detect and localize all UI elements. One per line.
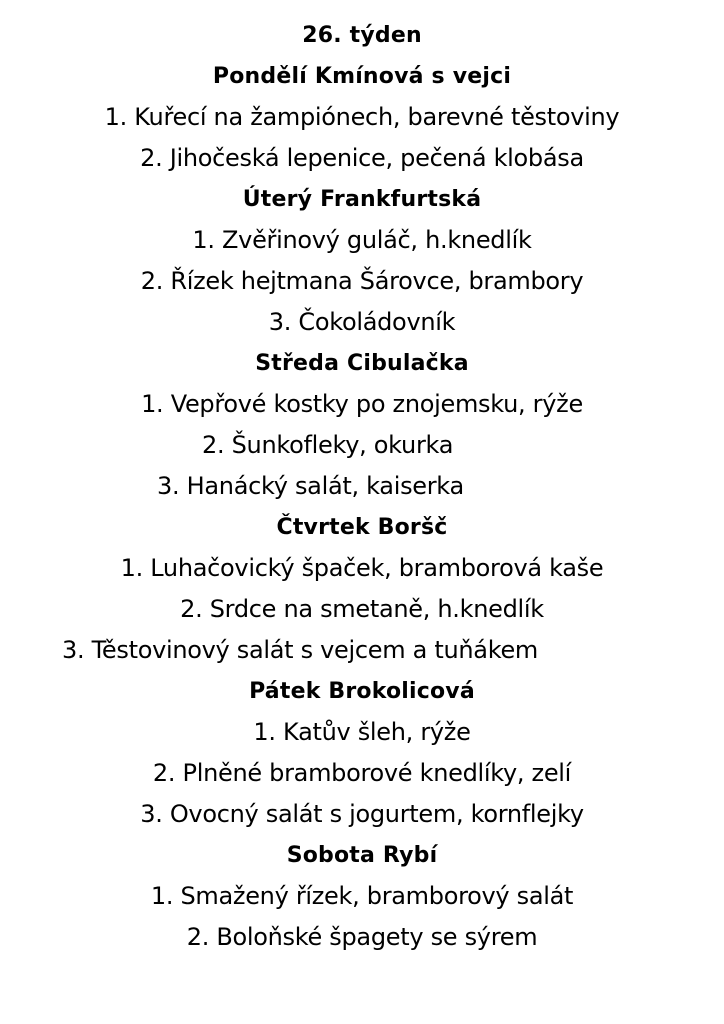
meal-item: 1. Vepřové kostky po znojemsku, rýže [141,390,583,418]
week-title: 26. týden [302,23,422,48]
day-heading-tuesday: Úterý Frankfurtská [242,187,482,212]
day-heading-saturday: Sobota Rybí [286,843,438,868]
meal-item: 1. Katův šleh, rýže [253,718,471,746]
meal-item: 1. Luhačovický špaček, bramborová kaše [120,554,604,582]
meal-item: 2. Srdce na smetaně, h.knedlík [180,595,544,623]
meal-item: 3. Těstovinový salát s vejcem a tuňákem [62,636,538,664]
meal-item-row [0,466,724,507]
meal-item: 3. Hanácký salát, kaiserka [157,472,464,500]
meal-item: 3. Ovocný salát s jogurtem, kornflejky [140,800,584,828]
meal-item: 2. Boloňské špagety se sýrem [186,923,538,951]
meal-item: 1. Smažený řízek, bramborový salát [150,882,574,910]
meal-item-row [0,630,724,671]
meal-item: 2. Šunkofleky, okurka [202,431,454,459]
day-heading-thursday: Čtvrtek Boršč [276,515,448,540]
meal-item-row [0,425,724,466]
meal-item: 2. Plněné bramborové knedlíky, zelí [152,759,572,787]
day-heading-friday: Pátek Brokolicová [249,679,475,704]
meal-item: 3. Čokoládovník [268,308,456,336]
meal-item: 1. Kuřecí na žampiónech, barevné těstoviny [104,103,620,131]
meal-item: 2. Jihočeská lepenice, pečená klobása [140,144,584,172]
meal-item: 2. Řízek hejtmana Šárovce, brambory [140,267,584,295]
day-heading-monday: Pondělí Kmínová s vejci [212,64,512,89]
meal-item: 1. Zvěřinový guláč, h.knedlík [192,226,532,254]
day-heading-wednesday: Středa Cibulačka [255,351,469,376]
